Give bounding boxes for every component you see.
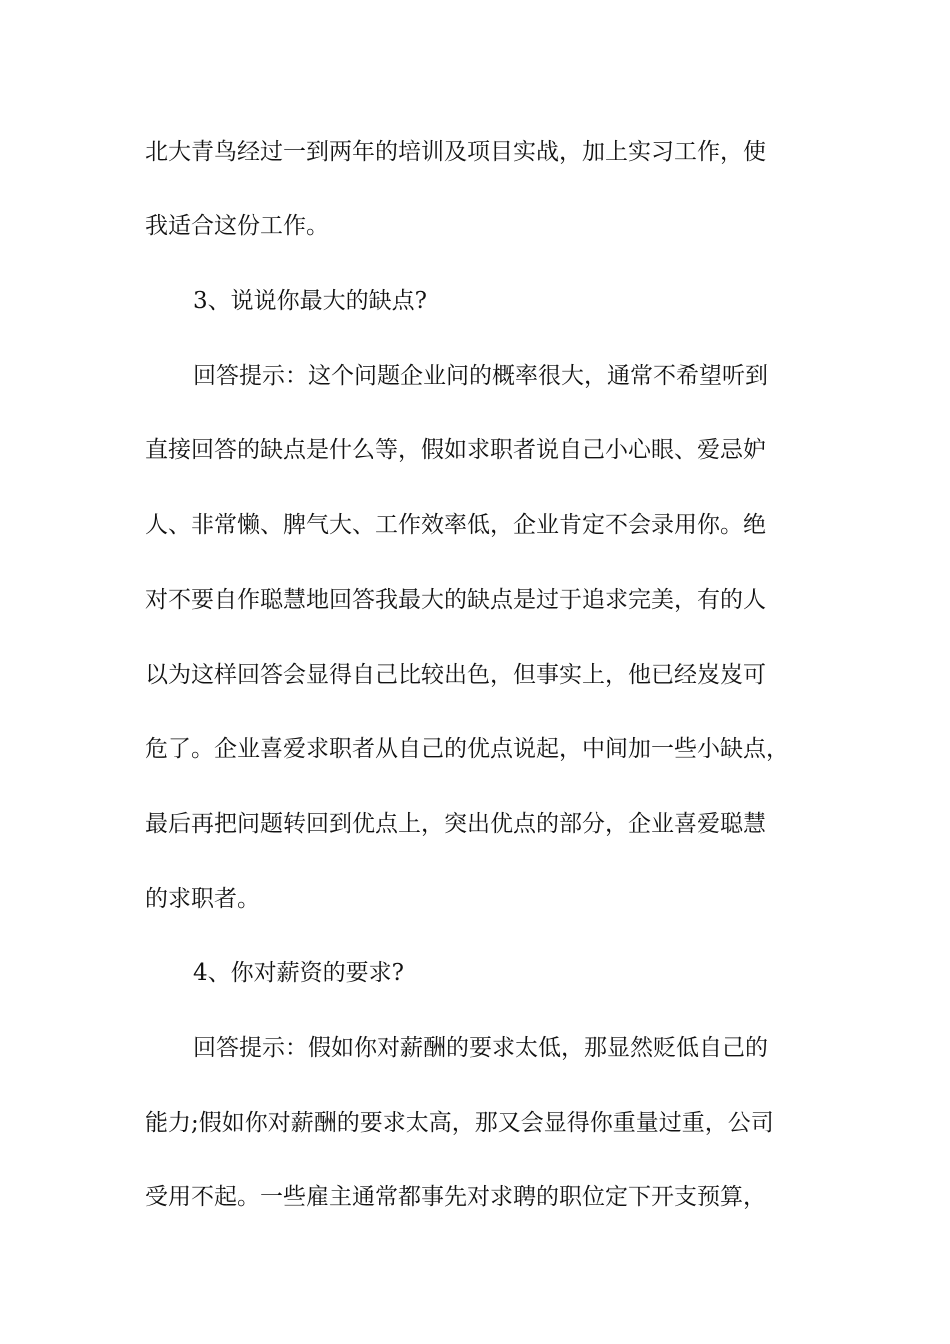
question-heading: 3、说说你最大的缺点? xyxy=(193,288,427,314)
text-line: 危了。企业喜爱求职者从自己的优点说起，中间加一些小缺点， xyxy=(145,736,789,762)
text-line: 的求职者。 xyxy=(145,886,260,912)
text-line: 回答提示：假如你对薪酬的要求太低，那显然贬低自己的 xyxy=(193,1035,768,1061)
text-line: 北大青鸟经过一到两年的培训及项目实战，加上实习工作，使 xyxy=(145,139,766,165)
text-line: 能力;假如你对薪酬的要求太高，那又会显得你重量过重，公司 xyxy=(145,1110,774,1136)
text-line: 对不要自作聪慧地回答我最大的缺点是过于追求完美，有的人 xyxy=(145,587,766,613)
text-line: 我适合这份工作。 xyxy=(145,213,329,239)
text-line: 最后再把问题转回到优点上，突出优点的部分，企业喜爱聪慧 xyxy=(145,811,766,837)
text-line: 直接回答的缺点是什么等，假如求职者说自己小心眼、爱忌妒 xyxy=(145,437,766,463)
text-line: 受用不起。一些雇主通常都事先对求聘的职位定下开支预算， xyxy=(145,1184,766,1210)
text-line: 人、非常懒、脾气大、工作效率低，企业肯定不会录用你。绝 xyxy=(145,512,766,538)
question-heading: 4、你对薪资的要求? xyxy=(193,960,404,986)
text-line: 回答提示：这个问题企业问的概率很大，通常不希望听到 xyxy=(193,363,768,389)
text-line: 以为这样回答会显得自己比较出色，但事实上，他已经岌岌可 xyxy=(145,662,766,688)
